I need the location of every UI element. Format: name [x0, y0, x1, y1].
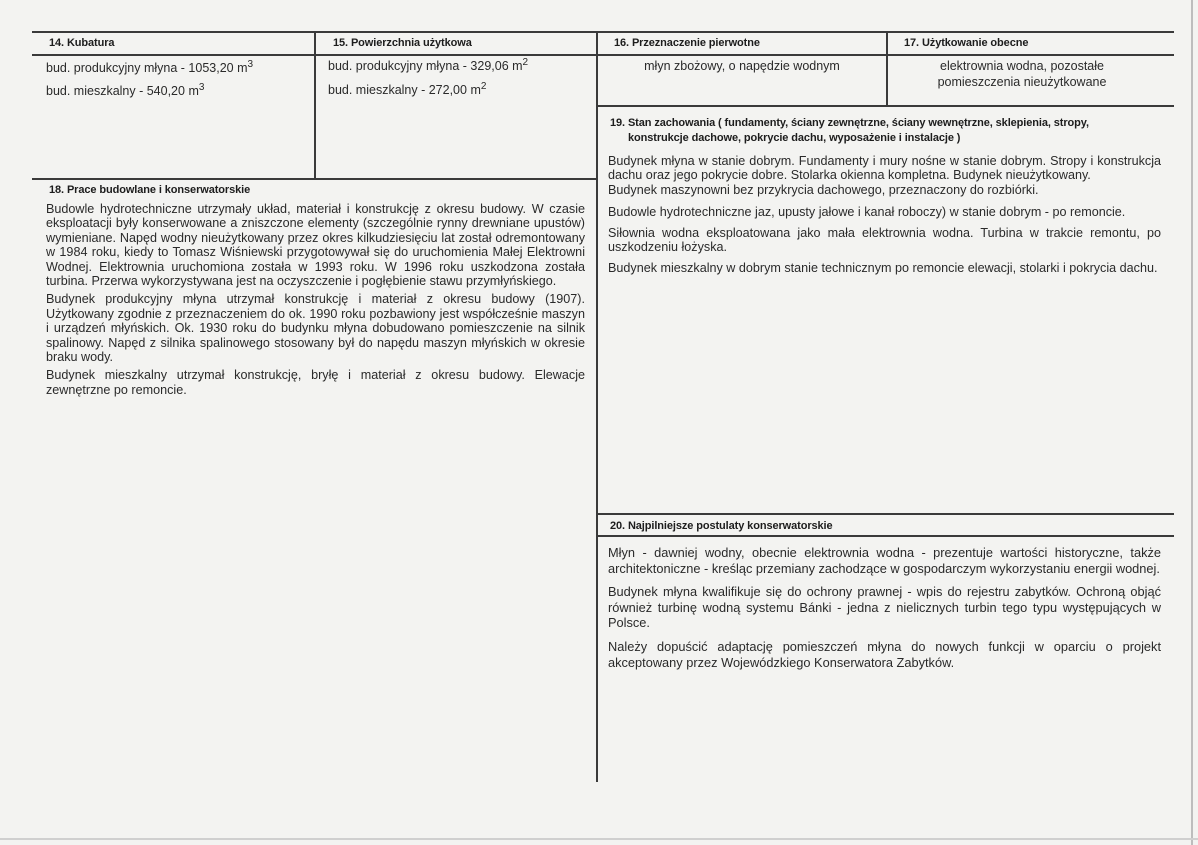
section-19-paragraph: Siłownia wodna eksploatowana jako mała elektrownia wodna. Turbina w trakcie remontu, po uszkodzeniu łożyska. [608, 225, 1161, 255]
rule-above-20 [597, 513, 1174, 515]
section-16-title: 16. Przeznaczenie pierwotne [614, 37, 760, 49]
section-17-line-2: pomieszczenia nieużytkowane [937, 75, 1107, 89]
section-19-title-line-1: 19. Stan zachowania ( fundamenty, ściany zewnętrzne, ściany wewnętrzne, sklepienia, stropy, [610, 117, 1089, 129]
section-18-body [46, 202, 585, 402]
section-19-paragraph: Budynek młyna w stanie dobrym. Fundamenty i mury nośne w stanie dobrym. Stropy i konstrukcja dachu oraz jego pokrycie dobre. Stolarka okienna kompletna. Budynek nieużytkowany. [608, 154, 1161, 183]
section-15-line-2-text: bud. mieszkalny - 272,00 m [328, 83, 481, 97]
section-14-line-1-text: bud. produkcyjny młyna - 1053,20 m [46, 61, 248, 75]
section-20-title: 20. Najpilniejsze postulaty konserwatorskie [610, 520, 833, 532]
divider-14-15 [314, 31, 316, 179]
section-20-paragraph: Młyn - dawniej wodny, obecnie elektrownia wodna - prezentuje wartości historyczne, także architektoniczne - kreśląc przemiany zachodzące w gospodarczym wykorzystaniu energii wodnej. [608, 545, 1161, 576]
unit-superscript: 3 [247, 58, 254, 70]
unit-superscript: 2 [480, 80, 487, 92]
section-14-line-2-text: bud. mieszkalny - 540,20 m [46, 84, 199, 98]
center-divider [596, 31, 598, 782]
section-17-line-1: elektrownia wodna, pozostałe [940, 59, 1104, 73]
scan-edge-right [1191, 0, 1193, 845]
section-18-title: 18. Prace budowlane i konserwatorskie [49, 184, 251, 196]
section-16-text: młyn zbożowy, o napędzie wodnym [644, 59, 840, 73]
top-rule [32, 31, 1174, 33]
unit-superscript: 2 [522, 56, 529, 68]
rule-under-20-title [597, 535, 1174, 537]
section-15-line-2 [328, 80, 487, 98]
section-18-paragraph: Budowle hydrotechniczne utrzymały układ, materiał i konstrukcję z okresu budowy. W czasie eksploatacji były konserwowane a zniszczone elementy (szczególnie rynny drewniane upustów) wymieniane. Napęd wodny nieużytkowany przez okres kilkudziesięciu lat został odremontowany w 1984 roku, kiedy to Tomasz Wiśniewski przygotowywał się do uruchomienia Małej Elektrowni Wodnej. Elektrownia uruchomiona została w 1993 roku. W 1996 roku uszkodzona została turbina. Przerwa wykorzystywana jest na oczyszczenie i pogłębienie stawu przymłyńskiego. [46, 202, 585, 289]
section-19-paragraph: Budynek mieszkalny w dobrym stanie technicznym po remoncie elewacji, stolarki i pokrycia dachu. [608, 261, 1158, 276]
section-18-paragraph: Budynek mieszkalny utrzymał konstrukcję, bryłę i materiał z okresu budowy. Elewacje zewnętrzne po remoncie. [46, 368, 585, 397]
section-19-paragraph: Budowle hydrotechniczne jaz, upusty jałowe i kanał roboczy) w stanie dobrym - po remoncie. [608, 204, 1126, 219]
section-20-paragraph: Należy dopuścić adaptację pomieszczeń młyna do nowych funkcji w oparciu o projekt akceptowany przez Wojewódzkiego Konserwatora Zabytków. [608, 638, 1161, 670]
unit-superscript: 3 [198, 81, 205, 93]
section-20-paragraph: Budynek młyna kwalifikuje się do ochrony prawnej - wpis do rejestru zabytków. Ochroną objąć również turbinę wodną systemu Bánki - jedna z nielicznych turbin tego typu występujących w Polsce. [608, 584, 1161, 631]
section-14-title: 14. Kubatura [49, 37, 115, 49]
section-17-title: 17. Użytkowanie obecne [904, 37, 1029, 49]
section-15-line-1 [328, 56, 529, 74]
section-14-line-2 [46, 81, 205, 99]
scan-edge-bottom [0, 838, 1198, 840]
section-14-line-1 [46, 58, 254, 76]
section-19-paragraph: Budynek maszynowni bez przykrycia dachowego, przeznaczony do rozbiórki. [608, 183, 1039, 198]
section-15-line-1-text: bud. produkcyjny młyna - 329,06 m [328, 59, 523, 73]
section-18-paragraph: Budynek produkcyjny młyna utrzymał konstrukcję i materiał z okresu budowy (1907). Użytkowany zgodnie z przeznaczeniem do ok. 1990 roku pozbawiony jest współcześnie maszyn i urządzeń młyńskich. Ok. 1930 roku do budynku młyna dobudowano pomieszczenie na silnik spalinowy. Napęd z silnika spalinowego stosowany był do napędu maszyn młyńskich w okresie braku wody. [46, 292, 585, 365]
section-19-title-line-2: konstrukcje dachowe, pokrycie dachu, wyposażenie i instalacje ) [628, 132, 961, 144]
section-20-body [608, 545, 1161, 675]
section-15-title: 15. Powierzchnia użytkowa [333, 37, 472, 49]
section-19-body [608, 154, 1161, 280]
